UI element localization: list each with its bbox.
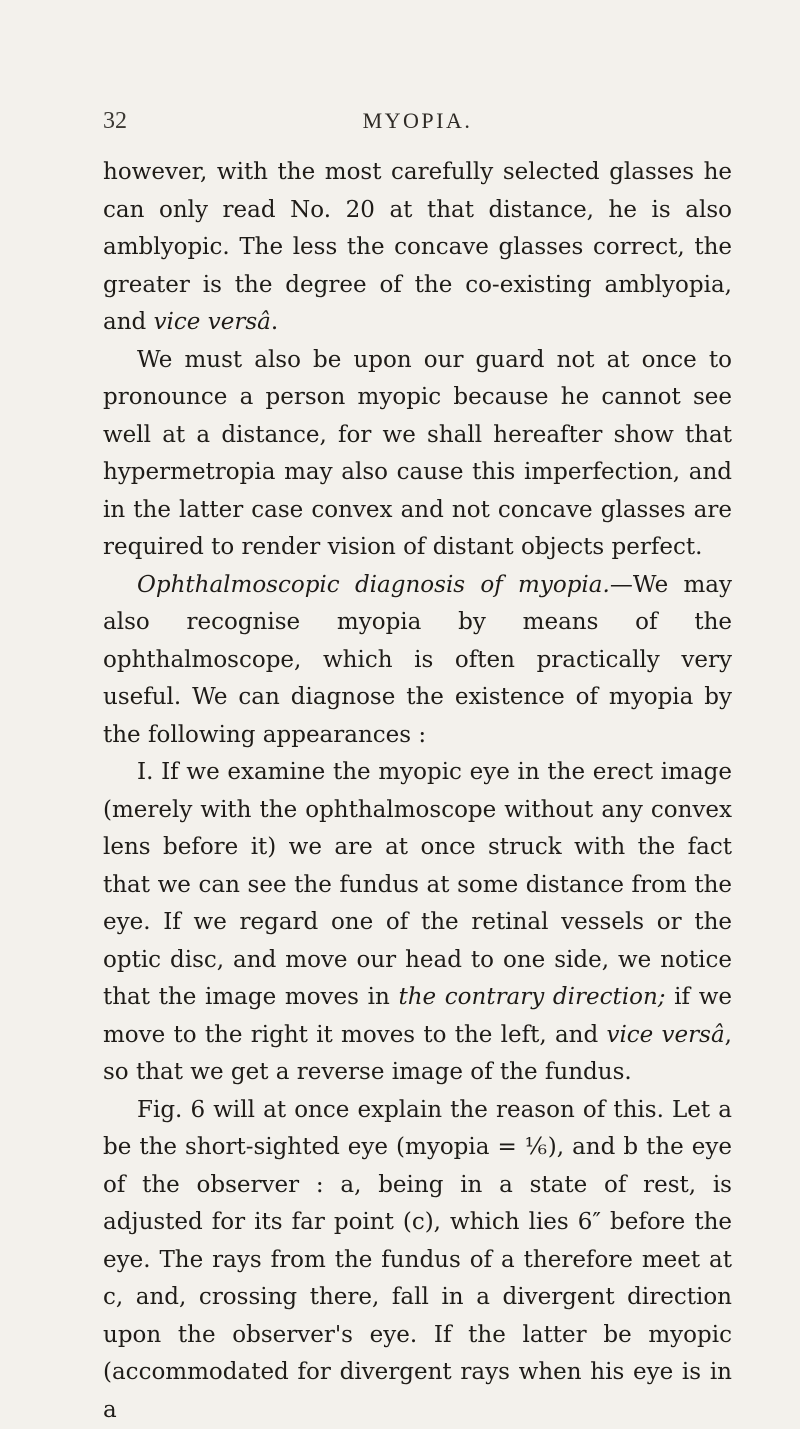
- paragraph-erect-image: [103, 754, 732, 1092]
- paragraph-erect-image-text-1: I. If we examine the myopic eye in the erect image (merely with the ophthalmoscope without any convex lens before it) we are at once struck with the fact that we can see the fundus at some distance from the eye. If we regard one of the retinal vessels or the optic disc, and move our head to one side, we notice that the image moves in: [103, 759, 732, 1010]
- running-title: MYOPIA.: [103, 108, 732, 134]
- italic-vice-versa: vice versâ: [154, 309, 271, 335]
- paragraph-erect-image-text-3: , so that we get a reverse image of the fundus.: [103, 1022, 732, 1086]
- body-text: [103, 154, 732, 1429]
- paragraph-amblyopia: [103, 154, 732, 342]
- page-header: [103, 108, 732, 142]
- paragraph-amblyopia-text: however, with the most carefully selected glasses he can only read No. 20 at that distance, he is also amblyopic. The less the concave glasses correct, the greater is the degree of the co-existing amblyopia, and: [103, 159, 732, 335]
- italic-vice-versa-2: vice versâ: [606, 1022, 724, 1048]
- page-number: 32: [103, 108, 127, 135]
- paragraph-fig-6: Fig. 6 will at once explain the reason of this. Let a be the short-sighted eye (myopia = ⅙), and b the eye of the observer : a, being in a state of rest, is adjusted for its far point (c), which lies 6″ before the eye. The rays from the fundus of a therefore meet at c, and, crossing there, fall in a divergent direction upon the observer's eye. If the latter be myopic (accommodated for divergent rays when his eye is in a: [103, 1092, 732, 1429]
- paragraph-ophthalmoscopic-diagnosis: [103, 567, 732, 755]
- paragraph-amblyopia-end: .: [271, 309, 278, 335]
- paragraph-hypermetropia: We must also be upon our guard not at once to pronounce a person myopic because he cannot see well at a distance, for we shall hereafter show that hypermetropia may also cause this imperfection, and in the latter case convex and not concave glasses are required to render vision of distant objects perfect.: [103, 342, 732, 567]
- paragraph-ophthalmoscopic-text: —We may also recognise myopia by means of the ophthalmoscope, which is often practically very useful. We can diagnose the existence of myopia by the following appearances :: [103, 572, 732, 748]
- italic-contrary-direction: the contrary direction;: [398, 984, 665, 1010]
- section-heading-ophthalmoscopic-diagnosis: Ophthalmoscopic diagnosis of myopia.: [137, 572, 610, 598]
- paragraph-erect-image-text-2: if we move to the right it moves to the left, and: [103, 984, 732, 1048]
